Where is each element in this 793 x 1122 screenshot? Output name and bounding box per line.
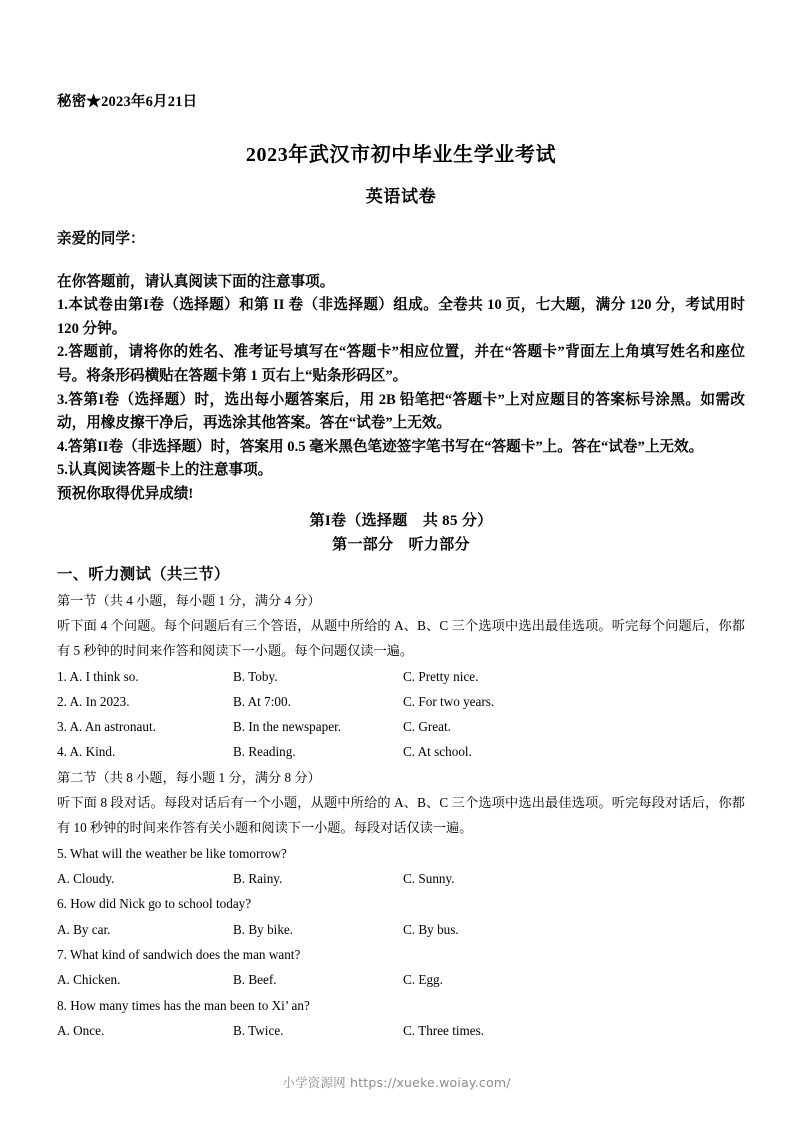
section-two-header: 第二节（共 8 小题，每小题 1 分，满分 8 分） [57, 769, 321, 785]
question-row [57, 1018, 745, 1043]
option-b[interactable]: B. By bike. [233, 921, 294, 937]
notice-greeting: 亲爱的同学： [57, 231, 145, 247]
option-b[interactable]: B. Beef. [233, 972, 277, 988]
option-c[interactable]: C. Three times. [403, 1022, 485, 1038]
page-title: 2023年武汉市初中毕业生学业考试 [245, 144, 557, 166]
option-c[interactable]: C. Great. [403, 719, 451, 735]
question-row [57, 917, 745, 942]
page-subtitle: 英语试卷 [365, 187, 437, 206]
option-c[interactable]: C. Sunny. [403, 871, 455, 887]
option-c[interactable]: C. For two years. [403, 693, 495, 709]
page-content [57, 92, 745, 1043]
option-a[interactable]: A. Cloudy. [57, 871, 115, 887]
option-c[interactable]: C. By bus. [403, 921, 459, 937]
secrecy-date-line: 秘密★2023年6月21日 [57, 94, 198, 110]
section-one-directions: 听下面 4 个问题。每个问题后有三个答语，从题中所给的 A、B、C 三个选项中选出最佳选项。听完每个问题后，你都有 5 秒钟的时间来作答和阅读下一小题。每个问题仅读一遍。 [57, 617, 745, 659]
notice-item-3: 3.答第I卷（选择题）时，选出每小题答案后，用 2B 铅笔把“答题卡”上对应题目的答案标号涂黑。如需改动，用橡皮擦干净后，再选涂其他答案。答在“试卷”上无效。 [57, 391, 745, 432]
option-b[interactable]: B. In the newspaper. [233, 719, 342, 735]
question-row [57, 689, 745, 714]
option-a[interactable]: 1. A. I think so. [57, 668, 139, 684]
part-banner: 第一部分 听力部分 [332, 536, 470, 553]
option-b[interactable]: B. Reading. [233, 744, 296, 760]
option-c[interactable]: C. Pretty nice. [403, 668, 479, 684]
option-a[interactable]: 4. A. Kind. [57, 744, 116, 760]
question-row [57, 967, 745, 992]
notice-item-1: 1.本试卷由第I卷（选择题）和第 II 卷（非选择题）组成。全卷共 10 页，七大题，满分 120 分，考试用时 120 分钟。 [57, 297, 745, 337]
option-b[interactable]: B. At 7:00. [233, 693, 291, 709]
option-a[interactable]: A. Chicken. [57, 972, 121, 988]
question-stem: 6. How did Nick go to school today? [57, 896, 252, 912]
notice-item-4: 4.答第II卷（非选择题）时，答案用 0.5 毫米黑色笔迹签字笔书写在“答题卡”上。答在“试卷”上无效。 [57, 438, 704, 455]
option-a[interactable]: 2. A. In 2023. [57, 693, 130, 709]
section-two-directions: 听下面 8 段对话。每段对话后有一个小题，从题中所给的 A、B、C 三个选项中选出最佳选项。听完每段对话后，你都有 10 秒钟的时间来作答有关小题和阅读下一小题。每段对话仅读一遍。 [57, 794, 745, 836]
option-c[interactable]: C. Egg. [403, 972, 443, 988]
section-one-header: 第一节（共 4 小题，每小题 1 分，满分 4 分） [57, 592, 321, 608]
notice-wishes: 预祝你取得优异成绩! [57, 485, 194, 502]
notice-intro: 在你答题前，请认真阅读下面的注意事项。 [57, 273, 335, 290]
question-stem: 7. What kind of sandwich does the man want? [57, 946, 301, 962]
notice-item-5: 5.认真阅读答题卡上的注意事项。 [57, 462, 273, 479]
option-a[interactable]: A. Once. [57, 1022, 105, 1038]
question-stem: 5. What will the weather be like tomorrow? [57, 845, 287, 861]
option-a[interactable]: A. By car. [57, 921, 111, 937]
option-c[interactable]: C. At school. [403, 744, 472, 760]
option-b[interactable]: B. Rainy. [233, 871, 283, 887]
question-row [57, 714, 745, 739]
option-a[interactable]: 3. A. An astronaut. [57, 719, 156, 735]
question-stem: 8. How many times has the man been to Xi’ an? [57, 997, 310, 1013]
footer-watermark: 小学资源网 https://xueke.woiay.com/ [282, 1075, 511, 1090]
section-heading-listening: 一、听力测试（共三节） [57, 565, 230, 583]
question-row [57, 739, 745, 764]
notice-item-2: 2.答题前，请将你的姓名、准考证号填写在“答题卡”相应位置，并在“答题卡”背面左上角填写姓名和座位号。将条形码横贴在答题卡第 1 页右上“贴条形码区”。 [57, 344, 745, 384]
option-b[interactable]: B. Toby. [233, 668, 278, 684]
volume-banner: 第I卷（选择题 共 85 分） [309, 512, 493, 529]
question-row [57, 664, 745, 689]
option-b[interactable]: B. Twice. [233, 1022, 284, 1038]
question-row [57, 866, 745, 891]
